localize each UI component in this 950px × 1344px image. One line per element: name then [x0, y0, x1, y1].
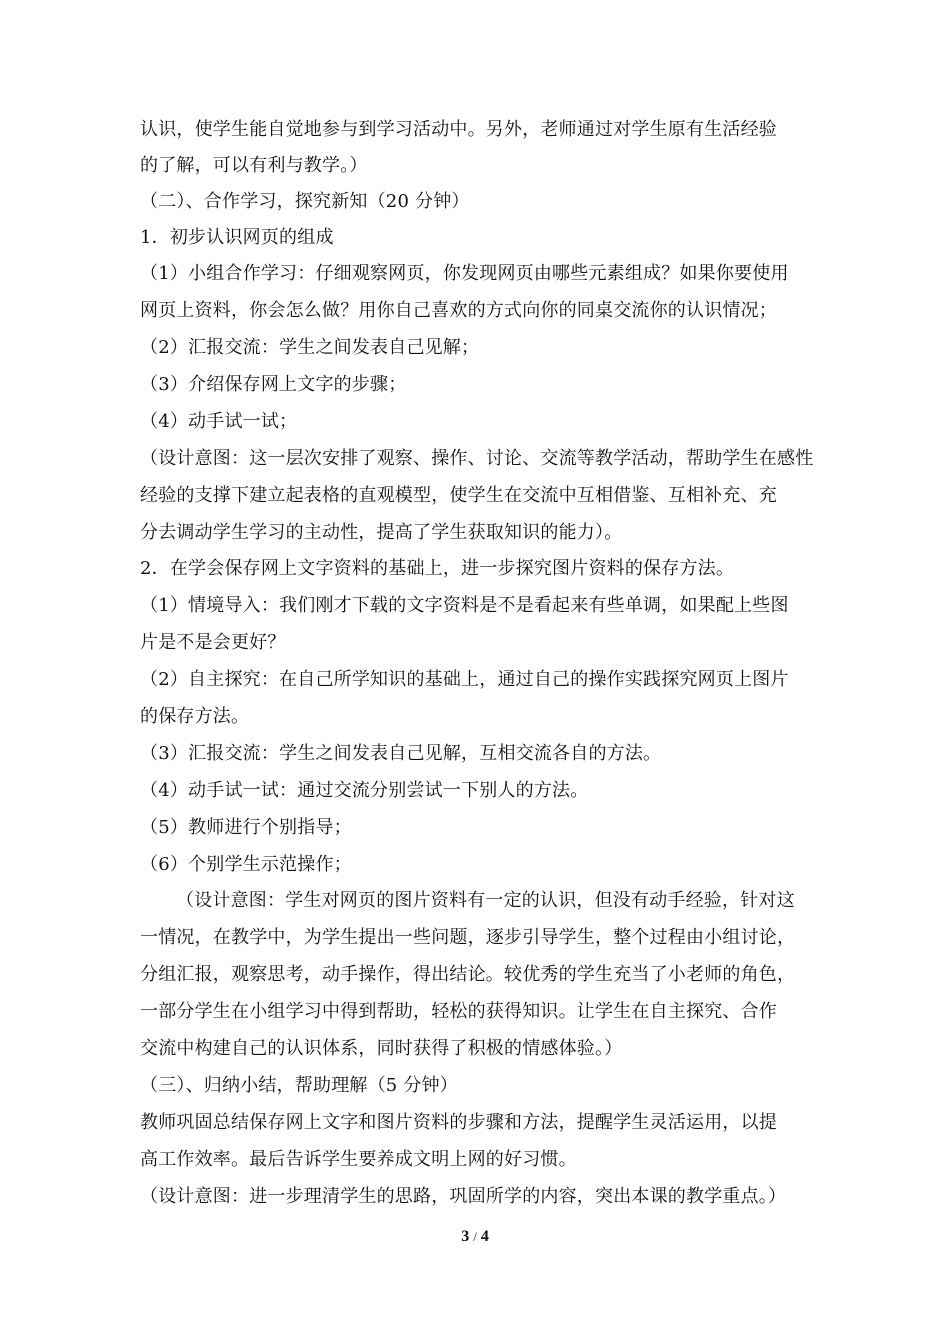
text-line: 一情况，在教学中，为学生提出一些问题，逐步引导学生，整个过程由小组讨论， [140, 927, 796, 948]
page-current: 3 [461, 1228, 470, 1245]
text-line: （3）介绍保存网上文字的步骤； [140, 374, 407, 395]
text-line: （1）小组合作学习：仔细观察网页，你发现网页由哪些元素组成？如果你要使用 [140, 263, 789, 284]
text-line: 一部分学生在小组学习中得到帮助，轻松的获得知识。让学生在自主探究、合作 [140, 1001, 777, 1022]
section-heading: （三）、归纳小结，帮助理解（5 分钟） [140, 1075, 458, 1096]
text-line: （设计意图：这一层次安排了观察、操作、讨论、交流等教学活动，帮助学生在感性 [140, 448, 814, 469]
text-line: （3）汇报交流：学生之间发表自己见解，互相交流各自的方法。 [140, 743, 662, 764]
subsection-heading: 1．初步认识网页的组成 [140, 227, 334, 248]
text-line: 交流中构建自己的认识体系，同时获得了积极的情感体验。） [140, 1038, 623, 1059]
text-line: 认识，使学生能自觉地参与到学习活动中。另外，老师通过对学生原有生活经验 [140, 119, 777, 140]
text-line: （5）教师进行个别指导； [140, 817, 352, 838]
text-line: （6）个别学生示范操作； [140, 854, 352, 875]
page-total: 4 [480, 1228, 489, 1245]
text-line: 的了解，可以有利与教学。） [140, 155, 368, 176]
text-line: 分去调动学生学习的主动性，提高了学生获取知识的能力）。 [140, 522, 623, 543]
text-line: 片是不是会更好？ [140, 632, 286, 653]
text-line: 经验的支撑下建立起表格的直观模型，使学生在交流中互相借鉴、互相补充、充 [140, 485, 777, 506]
text-line: （2）自主探究：在自己所学知识的基础上，通过自己的操作实践探究网页上图片 [140, 669, 789, 690]
text-line: 高工作效率。最后告诉学生要养成文明上网的好习惯。 [140, 1149, 577, 1170]
page-separator: / [473, 1229, 477, 1244]
text-line: （1）情境导入：我们刚才下载的文字资料是不是看起来有些单调，如果配上些图 [140, 595, 789, 616]
page-number [0, 1228, 950, 1246]
text-line: （4）动手试一试：通过交流分别尝试一下别人的方法。 [140, 780, 589, 801]
text-line: （4）动手试一试； [140, 411, 298, 432]
text-line: （2）汇报交流：学生之间发表自己见解； [140, 337, 480, 358]
text-line: （设计意图：学生对网页的图片资料有一定的认识，但没有动手经验，针对这 [176, 890, 795, 911]
subsection-heading: 2．在学会保存网上文字资料的基础上，进一步探究图片资料的保存方法。 [140, 558, 735, 579]
text-line: 分组汇报，观察思考，动手操作，得出结论。较优秀的学生充当了小老师的角色， [140, 964, 796, 985]
text-line: 教师巩固总结保存网上文字和图片资料的步骤和方法，提醒学生灵活运用，以提 [140, 1112, 777, 1133]
text-line: 的保存方法。 [140, 706, 250, 727]
text-line: （设计意图：进一步理清学生的思路，巩固所学的内容，突出本课的教学重点。） [140, 1186, 787, 1207]
text-line: 网页上资料，你会怎么做？用你自己喜欢的方式向你的同桌交流你的认识情况； [140, 300, 777, 321]
section-heading: （二）、合作学习，探究新知（20 分钟） [140, 191, 470, 212]
